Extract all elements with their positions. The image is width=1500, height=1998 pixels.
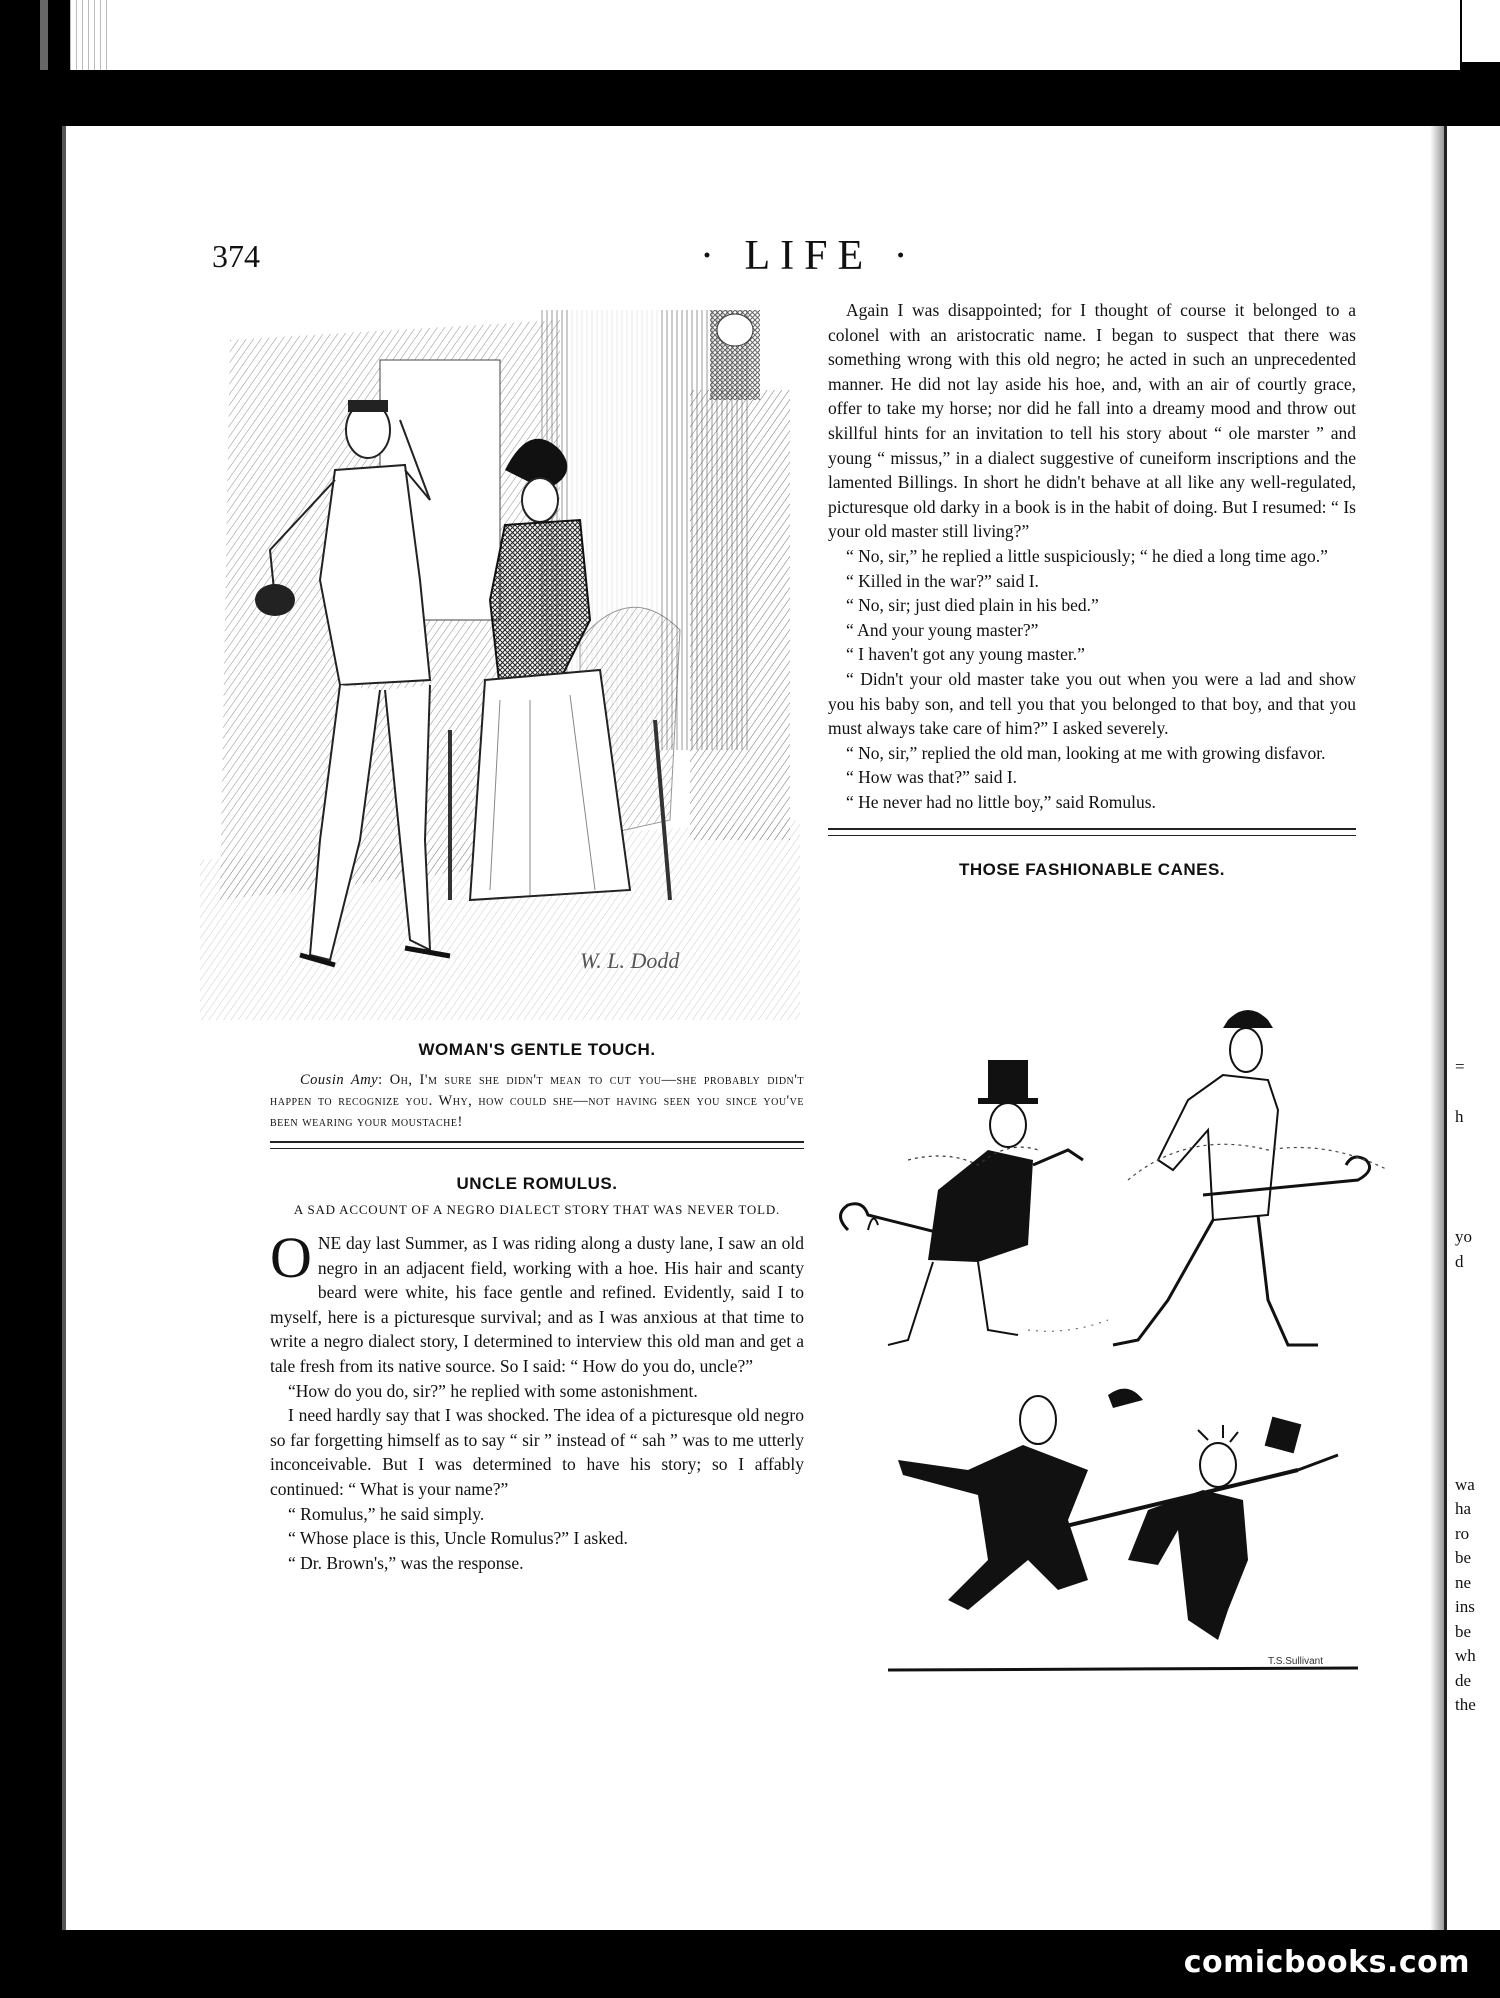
- cartoon-two-title: THOSE FASHIONABLE CANES.: [958, 860, 1226, 880]
- page-number: 374: [212, 238, 260, 274]
- paragraph: Again I was disappointed; for I thought of course it belonged to a colonel with an aristocratic name. I began to suspect that there was something wrong with this old negro; he acted in such an unprecedented manner. He did not lay aside his hoe, and, with an air of courtly grace, offer to take my horse; nor did he fall into a dreamy mood and throw out skillful hints for an invitation to tell his story about “ ole marster ” and young “ missus,” in a dialect suggestive of cuneiform inscriptions and the lamented Billings. In short he didn't behave at all like any well-regulated, picturesque old darky in a book is in the habit of doing. But I resumed: “ Is your old master still living?”: [828, 300, 1356, 542]
- paragraph: “ He never had no little boy,” said Romulus.: [846, 791, 1156, 812]
- artist-signature: T.S.Sullivant: [1268, 1656, 1324, 1667]
- paragraph: NE day last Summer, as I was riding along a dusty lane, I saw an old negro in an adjacent field, working with a hoe. His hair and scanty beard were white, his face gentle and refined. Evidently, said I to myself, here is a picturesque survival; and as I was anxious at that time to write a negro dialect story, I determined to interview this old man and get a tale fresh from its native source. So I said: “ How do you do, uncle?”: [270, 1233, 804, 1376]
- paragraph: “ Didn't your old master take you out when you were a lad and show you his baby son, and tell you that you belonged to that boy, and that you must always take care of him?” I asked severely.: [828, 668, 1356, 739]
- divider: [270, 1141, 804, 1149]
- paragraph: “ Killed in the war?” said I.: [846, 570, 1039, 591]
- fragment: wh: [1455, 1646, 1476, 1665]
- fragment: be: [1455, 1548, 1472, 1567]
- artist-signature: W. L. Dodd: [580, 948, 680, 973]
- fragment: h: [1455, 1107, 1464, 1126]
- fragment: wa: [1455, 1475, 1475, 1494]
- fragment: ro: [1455, 1524, 1470, 1543]
- illustration-parlor-scene: [200, 300, 800, 1020]
- paragraph: “ How was that?” said I.: [846, 767, 1018, 788]
- previous-page-edge: [70, 0, 1460, 70]
- story-body-left: [270, 1225, 804, 1575]
- parlor-scene-drawing: [200, 300, 800, 1020]
- scan-spine: [40, 0, 48, 70]
- masthead: · LIFE ·: [700, 233, 918, 279]
- paragraph: “ Dr. Brown's,” was the response.: [288, 1552, 524, 1573]
- story-subtitle: A SAD ACCOUNT OF A NEGRO DIALECT STORY THAT WAS NEVER TOLD.: [293, 1202, 781, 1217]
- caption-text: Oh, I'm sure she didn't mean to cut you—she probably didn't happen to recognize you. Why, how could she—not having seen you since you've been wearing your moustache!: [270, 1072, 804, 1130]
- scan-corner: [1462, 0, 1500, 62]
- fragment: ne: [1455, 1573, 1472, 1592]
- fragment: ins: [1455, 1597, 1475, 1616]
- story-left-column: [270, 1174, 804, 1575]
- next-page-edge: [1444, 126, 1500, 1930]
- story-title: UNCLE ROMULUS.: [456, 1174, 618, 1193]
- divider: [828, 828, 1356, 836]
- fragment: be: [1455, 1622, 1472, 1641]
- illustration-fashionable-canes: [828, 1000, 1408, 1680]
- paragraph: “ Romulus,” he said simply.: [288, 1503, 485, 1524]
- cartoon-one-caption: [270, 1040, 804, 1149]
- fragment: =: [1455, 1057, 1465, 1076]
- fragment: ha: [1455, 1499, 1472, 1518]
- fragment: yo: [1455, 1227, 1472, 1246]
- paragraph: “ I haven't got any young master.”: [846, 644, 1085, 665]
- paragraph: “ No, sir,” he replied a little suspiciously; “ he died a long time ago.”: [846, 545, 1328, 566]
- story-body-right: [828, 298, 1356, 883]
- canes-cartoon-drawing: [828, 1000, 1408, 1680]
- paragraph: “ No, sir,” replied the old man, looking at me with growing disfavor.: [846, 742, 1326, 763]
- watermark: comicbooks.com: [1183, 1945, 1470, 1980]
- paragraph: “How do you do, sir?” he replied with some astonishment.: [288, 1380, 698, 1401]
- paragraph: “ No, sir; just died plain in his bed.”: [846, 595, 1099, 616]
- paragraph: I need hardly say that I was shocked. The idea of a picturesque old negro so far forgetting himself as to say “ sir ” instead of “ sah ” was to me utterly inconceivable. But I was determined to have his story; so I affably continued: “ What is your name?”: [270, 1405, 804, 1499]
- paragraph: “ Whose place is this, Uncle Romulus?” I asked.: [288, 1528, 628, 1549]
- paragraph: “ And your young master?”: [846, 619, 1039, 640]
- cartoon-title: WOMAN'S GENTLE TOUCH.: [418, 1040, 656, 1059]
- cartoon-caption: Cousin Amy: Oh, I'm sure she didn't mean to cut you—she probably didn't happen to recognize you. Why, how could she—not having seen you since you've been wearing your moustache!: [270, 1072, 804, 1130]
- fragment: d: [1455, 1252, 1464, 1271]
- fragment: the: [1455, 1695, 1476, 1714]
- page-gutter: [1430, 126, 1444, 1930]
- drop-cap: O: [270, 1225, 312, 1290]
- caption-speaker: Cousin Amy: [300, 1072, 379, 1088]
- fragment: de: [1455, 1671, 1472, 1690]
